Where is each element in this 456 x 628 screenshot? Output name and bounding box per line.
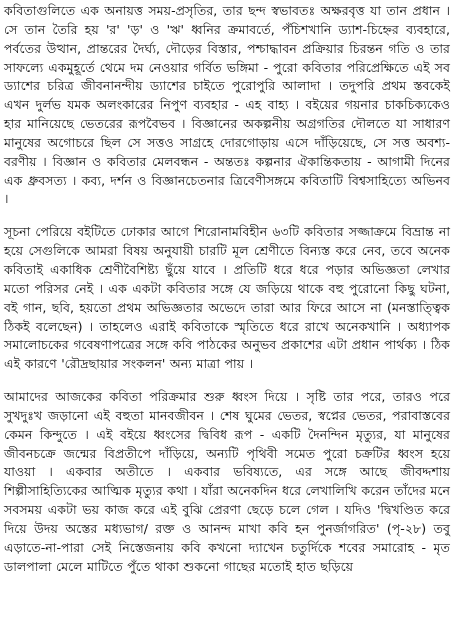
paragraph-2: সূচনা পেরিয়ে বইটিতে ঢোকার আগে শিরোনামবিহীন ৬৩টি কবিতার সজ্জাক্রমে বিভ্রান্ত না হয়ে সেগুলিকে আমরা বিষয় অনুযায়ী চারটি মূল শ্রেণীতে বিন্যস্ত করে নেব, তবে অনেক কবিতাই একাধিক শ্রেণীবৈশিষ্ট্য ছুঁয়ে যাবে । প্রতিটি ধরে ধরে পড়ার অভিজ্ঞতা লেখার মতো পরিসর নেই । এক একটা কবিতার সঙ্গে যে জড়িয়ে থাকে বহু পুরোনো কিছু ঘটনা, বই গান, ছবি, হয়তো প্রথম অভিজ্ঞতার অভেদে তারা আর ফিরে আসে না (মনস্তাত্ত্বিক ঠিকই বলেছেন) । তাহলেও এরাই কবিতাকে স্মৃতিতে ধরে রাখে অনেকখানি । অধ্যাপক সমালোচকের গবেষণাপত্রের সঙ্গে কবি পাঠকের অনুভব প্রকাশের এটা প্রধান পার্থক্য । ঠিক এই কারণে 'রৌদ্রছায়ার সংকলন' অন্য মাত্রা পায় । (4, 224, 450, 372)
document-page (4, 2, 450, 626)
paragraph-3: আমাদের আজকের কবিতা পরিক্রমার শুরু ধ্বংস দিয়ে । সৃষ্টি তার পরে, তারও পরে সুখদুঃখ জড়ানো এই বহুতা মানবজীবন । শেষ ঘুমের ভেতর, স্বপ্নের ভেতর, পরাবাস্তবের কেমন কিন্দুতে । এই বইয়ে ধ্বংসের দ্বিবিধ রূপ - একটি দৈনন্দিন মৃত্যুর, যা মানুষের জীবনচক্রে জন্মের বিপ্রতীপে দাঁড়িয়ে, অন্যটি পৃথিবী সমেত পুরো চক্রটির ধ্বংস হয়ে যাওয়া । একবার অতীতে । একবার ভবিষ্যতে, এর সঙ্গে আছে জীবদ্দশায় শিল্পীসাহিত্যিকের আত্মিক মৃত্যুর কথা । যাঁরা অনেকদিন ধরে লেখালিখি করেন তাঁদের মনে সবসময় একটা ভয় কাজ করে এই বুঝি প্রেরণা ছেড়ে চলে গেল । যদিও 'দ্বিখণ্ডিত করে দিয়ে উদয় অস্তের মধ্যভাগ/ রক্ত ও আনন্দ মাখা কবি হন পুনর্জাগরিত' (পৃ-২৮) তবু এড়াতে-না-পারা সেই নিস্তেজনায় কবি কখনো দ্যাখেন চতুর্দিকে শবের সমারোহ - মৃত ডালপালা মেলে মাটিতে পুঁতে থাকা শুকনো গাছের মতোই হাত ছড়িয়ে (4, 389, 450, 574)
paragraph-1: কবিতাগুলিতে এক অনায়ত্ত সময়-প্রসৃতির, তার ছন্দ স্বভাবতঃ অক্ষরবৃত্ত যা তান প্রধান । সে তান তৈরি হয় 'র' 'ড়' ও 'ঋ' ধ্বনির ক্রমাবর্তে, পঁচিশখানি ড্যাশ-চিহ্নের ব্যবহারে, পর্বতের উত্থান, প্রান্তরের দৈর্ঘ্য, দৌড়ের বিস্তার, পশ্চাদ্ধাবন প্রক্রিয়ার চিরন্তন গতি ও তার সাফল্যে একমুহূর্তে থেমে দম নেওয়ার গর্বিত ভঙ্গিমা - পুরো কবিতার পরিপ্রেক্ষিতে এই সব ড্যাশের চরিত্র জীবনানন্দীয় ড্যাশের চাইতে পুরোপুরি আলাদা । তদুপরি প্রথম স্তবকেই এখন দুর্লভ যমক অলংকারের নিপুণ ব্যবহার - এহ বাহ্য । বইয়ের গয়নার চাকচিক্যকেও হার মানিয়েছে ভেতরের রূপবৈভব । বিজ্ঞানের অকল্পনীয় অগ্রগতির দৌলতে যা সাধারণ মানুষের অগোচরে ছিল সে সত্তও সাগ্রহে দোরগোড়ায় এসে দাঁড়িয়েছে, সে সত্ত অবশ্য-বরণীয় । বিজ্ঞান ও কবিতার মেলবন্ধন - অন্ততঃ কল্পনার ঐকান্তিকতায় - আগামী দিনের এক ধ্রুবসত্য । কব্য, দর্শন ও বিজ্ঞানচেতনার ত্রিবেণীসঙ্গমে কবিতাটি বিশ্বসাহিত্যে অভিনব । (4, 3, 450, 207)
